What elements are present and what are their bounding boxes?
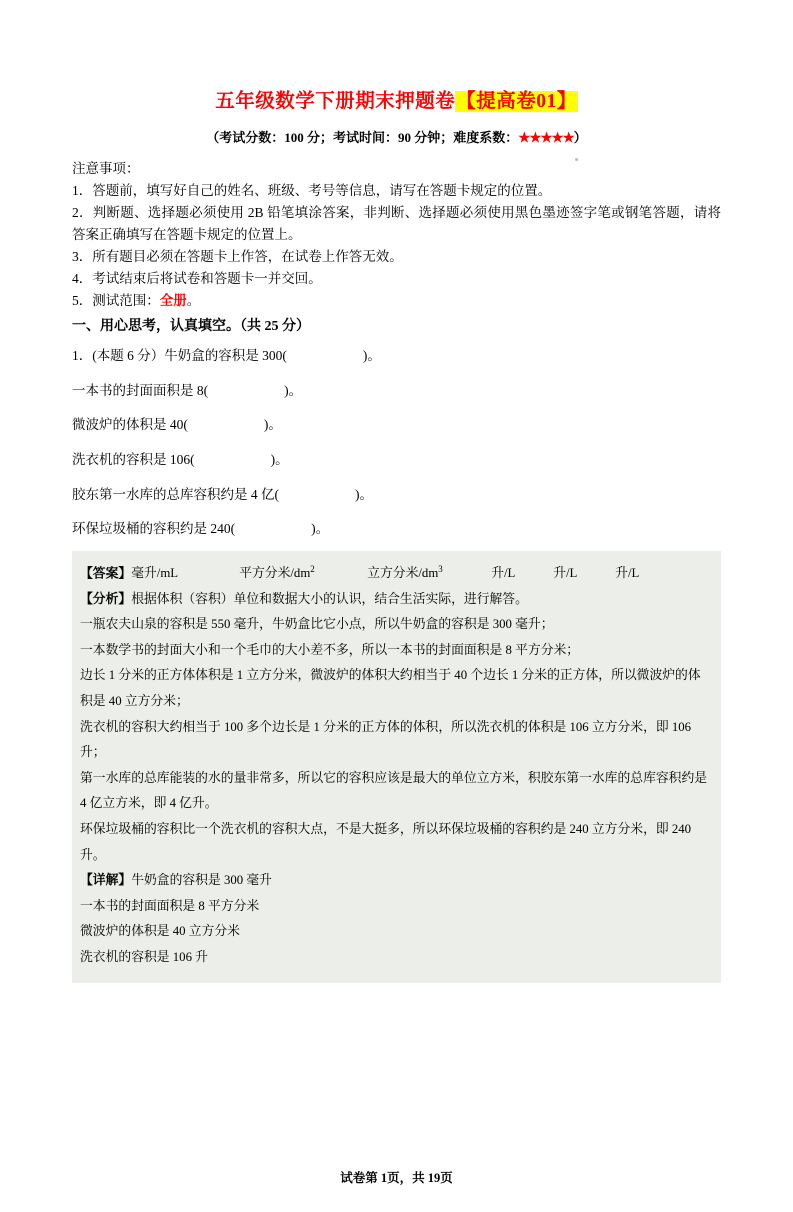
- document-page: [0, 90, 793, 1212]
- detail-line-2: 微波炉的体积是 40 立方分米: [80, 924, 240, 939]
- exam-meta-after: ）: [573, 130, 587, 146]
- detail-first: 牛奶盒的容积是 300 毫升: [131, 873, 272, 888]
- notice-item-5: [72, 290, 721, 312]
- notice-item-4: 4．考试结束后将试卷和答题卡一并交回。: [72, 270, 322, 286]
- question-1-sub-4-before: 胶东第一水库的总库容积约是 4 亿(: [72, 486, 279, 502]
- page-title-highlight: 【提高卷01】: [456, 91, 577, 112]
- answer-value-2-sup: 2: [310, 563, 315, 574]
- analysis-row: [80, 587, 713, 613]
- exam-meta: [72, 127, 721, 146]
- answer-explanation-box: [72, 551, 721, 983]
- analysis-paragraph-4: 洗衣机的容积大约相当于 100 多个边长是 1 分米的正方体的体积，所以洗衣机的体积是 106 立方分米，即 106 升；: [80, 719, 692, 760]
- question-1-sub-3: [72, 449, 721, 471]
- analysis-paragraph-1: 一瓶农夫山泉的容积是 550 毫升，牛奶盒比它小点，所以牛奶盒的容积是 300 毫升；: [80, 617, 554, 632]
- answer-value-2: [239, 560, 367, 587]
- question-1-sub-3-after: )。: [270, 451, 289, 467]
- question-1-sub-5: [72, 518, 721, 540]
- question-1-sub-1-before: 一本书的封面面积是 8(: [72, 382, 209, 398]
- answer-value-2-text: 平方分米/dm: [239, 566, 311, 581]
- detail-label: 【详解】: [80, 873, 132, 888]
- difficulty-stars: ★★★★★: [518, 130, 574, 146]
- exam-meta-before: （考试分数：100 分；考试时间：90 分钟；难度系数：: [206, 130, 519, 146]
- question-1-sub-2-before: 微波炉的体积是 40(: [72, 417, 188, 433]
- detail-line-1: 一本书的封面面积是 8 平方分米: [80, 898, 260, 913]
- answer-value-3: [367, 560, 491, 587]
- answer-value-4: 升/L: [491, 566, 516, 581]
- question-1-sub-4: [72, 484, 721, 506]
- answer-value-5: 升/L: [553, 566, 578, 581]
- answer-row: [80, 560, 713, 587]
- question-1-stem-text: 1．(本题 6 分）牛奶盒的容积是 300(: [72, 348, 287, 364]
- analysis-paragraph-6: 环保垃圾桶的容积比一个洗衣机的容积大点，不是大挺多，所以环保垃圾桶的容积约是 240 立方分米，即 240 升。: [80, 821, 692, 862]
- analysis-label: 【分析】: [80, 591, 132, 606]
- answer-value-1: 毫升/mL: [131, 566, 179, 581]
- answer-label: 【答案】: [80, 566, 132, 581]
- section-heading: 一、用心思考，认真填空。（共 25 分）: [72, 319, 310, 335]
- notice-item-5-prefix: 5．测试范围：: [72, 292, 160, 308]
- question-1-sub-2-after: )。: [263, 417, 282, 433]
- analysis-paragraph-3: 边长 1 分米的正方体体积是 1 立方分米，微波炉的体积大约相当于 40 个边长 1 分米的正方体，所以微波炉的体积是 40 立方分米；: [80, 668, 701, 708]
- analysis-paragraph-2: 一本数学书的封面大小和一个毛巾的大小差不多，所以一本书的封面面积是 8 平方分米；: [80, 642, 580, 657]
- notice-item-3: 3．所有题目必须在答题卡上作答，在试卷上作答无效。: [72, 248, 403, 264]
- page-title: [72, 90, 721, 113]
- notice-heading: 注意事项：: [72, 161, 140, 177]
- answer-value-3-text: 立方分米/dm: [367, 566, 439, 581]
- notice-item-2: 2．判断题、选择题必须使用 2B 铅笔填涂答案，非判断、选择题必须使用黑色墨迹签字笔或钢笔答题，请将答案正确填写在答题卡规定的位置上。: [72, 205, 721, 242]
- answer-value-3-sup: 3: [438, 563, 443, 574]
- notice-item-5-range: 全册: [159, 292, 187, 308]
- question-1-sub-4-after: )。: [355, 486, 373, 502]
- question-1-sub-5-before: 环保垃圾桶的容积约是 240(: [72, 521, 236, 537]
- question-1-sub-1: [72, 380, 721, 402]
- question-1-stem-tail: )。: [362, 348, 381, 364]
- question-1-sub-2: [72, 414, 721, 436]
- question-1-sub-3-before: 洗衣机的容积是 106(: [72, 451, 195, 467]
- notice-item-1: 1．答题前，填写好自己的姓名、班级、考号等信息，请写在答题卡规定的位置。: [72, 183, 552, 199]
- answer-value-6: 升/L: [615, 566, 640, 581]
- page-footer: 试卷第 1页，共 19页: [340, 1171, 453, 1185]
- page-top-dot: [575, 158, 578, 161]
- detail-row: [80, 868, 713, 894]
- notice-item-5-suffix: 。: [186, 292, 201, 308]
- detail-line-3: 洗衣机的容积是 106 升: [80, 949, 208, 964]
- analysis-paragraph-5: 第一水库的总库能装的水的量非常多，所以它的容积应该是最大的单位立方米，积胶东第一水库的总库容积约是 4 亿立方米，即 4 亿升。: [80, 770, 708, 811]
- analysis-text: 根据体积（容积）单位和数据大小的认识，结合生活实际，进行解答。: [131, 591, 528, 606]
- page-title-plain: 五年级数学下册期末押题卷: [215, 91, 456, 112]
- question-1-stem: [72, 345, 721, 367]
- question-1-sub-5-after: )。: [311, 521, 330, 537]
- question-1-sub-1-after: )。: [284, 382, 303, 398]
